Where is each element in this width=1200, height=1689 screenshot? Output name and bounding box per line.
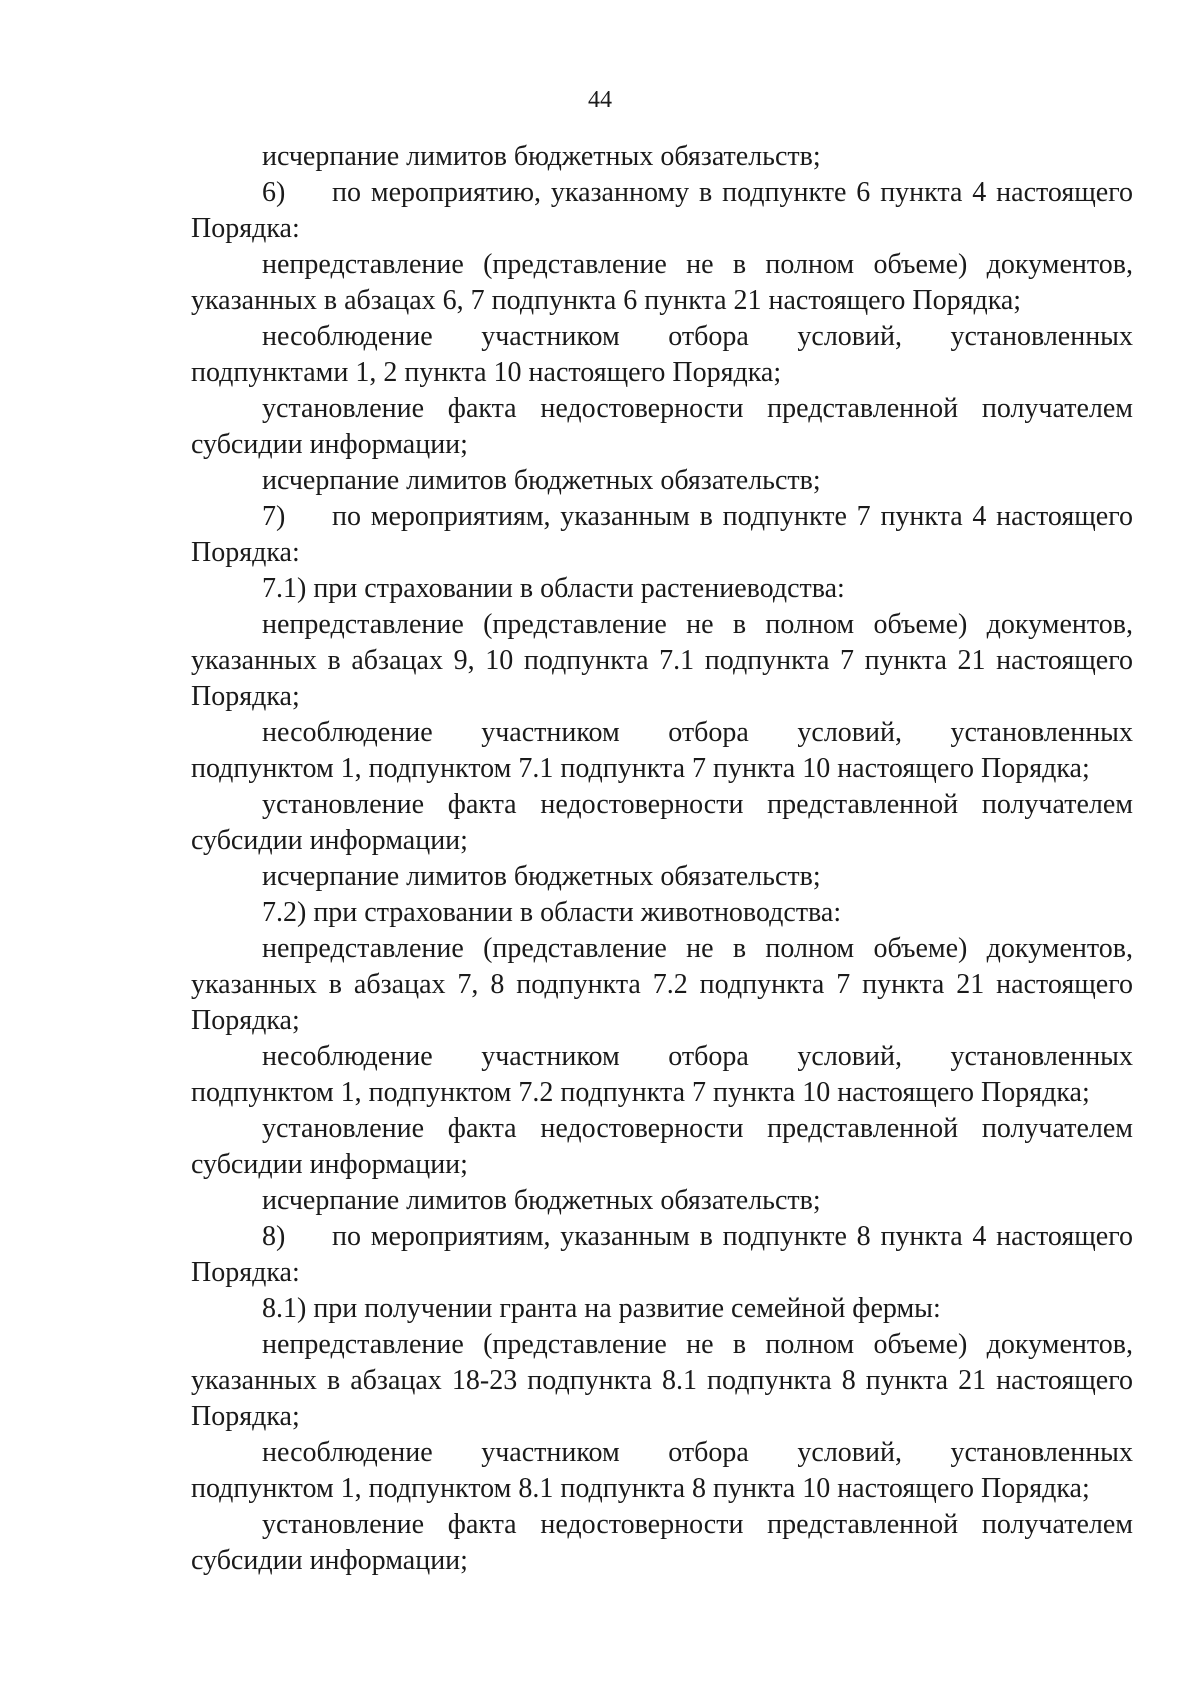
text-line: 8.1) при получении гранта на развитие семейной фермы: [262, 1293, 941, 1324]
text-line: подпунктом 1, подпунктом 7.1 подпункта 7 пункта 10 настоящего Порядка; [191, 753, 1090, 784]
text-line: установление факта недостоверности представленной получателем [262, 1113, 1133, 1144]
text-line: несоблюдение участником отбора условий, установленных [262, 1437, 1133, 1468]
text-line: указанных в абзацах 6, 7 подпункта 6 пункта 21 настоящего Порядка; [191, 285, 1022, 316]
text-line: несоблюдение участником отбора условий, установленных [262, 717, 1133, 748]
text-line: субсидии информации; [191, 429, 468, 460]
text-line: несоблюдение участником отбора условий, установленных [262, 1041, 1133, 1072]
text-line: Порядка; [191, 681, 300, 712]
text-line: непредставление (представление не в полном объеме) документов, [262, 933, 1133, 964]
item-number: 6) [262, 177, 286, 208]
text-line: исчерпание лимитов бюджетных обязательств; [262, 1185, 821, 1216]
text-line: исчерпание лимитов бюджетных обязательств; [262, 861, 821, 892]
text-line: по мероприятиям, указанным в подпункте 8 пункта 4 настоящего [332, 1221, 1133, 1252]
text-line: указанных в абзацах 7, 8 подпункта 7.2 подпункта 7 пункта 21 настоящего [191, 969, 1133, 1000]
text-line: подпунктом 1, подпунктом 8.1 подпункта 8 пункта 10 настоящего Порядка; [191, 1473, 1090, 1504]
text-line: Порядка; [191, 1005, 300, 1036]
text-line: Порядка; [191, 1401, 300, 1432]
item-number: 8) [262, 1221, 286, 1252]
text-line: установление факта недостоверности представленной получателем [262, 789, 1133, 820]
text-line: исчерпание лимитов бюджетных обязательств; [262, 465, 821, 496]
text-line: 7.2) при страховании в области животноводства: [262, 897, 842, 928]
text-line: установление факта недостоверности представленной получателем [262, 1509, 1133, 1540]
text-line: Порядка: [191, 1257, 300, 1288]
text-line: непредставление (представление не в полном объеме) документов, [262, 609, 1133, 640]
text-line: несоблюдение участником отбора условий, установленных [262, 321, 1133, 352]
numbered-item-7 [191, 499, 1133, 535]
numbered-item-6 [191, 175, 1133, 211]
text-line: Порядка: [191, 537, 300, 568]
text-line: Порядка: [191, 213, 300, 244]
text-line: субсидии информации; [191, 825, 468, 856]
text-line: подпунктом 1, подпунктом 7.2 подпункта 7 пункта 10 настоящего Порядка; [191, 1077, 1090, 1108]
text-line: непредставление (представление не в полном объеме) документов, [262, 1329, 1133, 1360]
text-line: указанных в абзацах 18-23 подпункта 8.1 подпункта 8 пункта 21 настоящего [191, 1365, 1133, 1396]
text-line: исчерпание лимитов бюджетных обязательств; [262, 141, 821, 172]
text-line: по мероприятию, указанному в подпункте 6 пункта 4 настоящего [332, 177, 1133, 208]
text-line: по мероприятиям, указанным в подпункте 7 пункта 4 настоящего [332, 501, 1133, 532]
text-line: установление факта недостоверности представленной получателем [262, 393, 1133, 424]
text-line: 7.1) при страховании в области растениеводства: [262, 573, 845, 604]
text-line: непредставление (представление не в полном объеме) документов, [262, 249, 1133, 280]
item-number: 7) [262, 501, 286, 532]
text-line: субсидии информации; [191, 1149, 468, 1180]
text-line: субсидии информации; [191, 1545, 468, 1576]
document-body [191, 139, 1133, 1579]
page-number: 44 [588, 87, 612, 113]
text-line: указанных в абзацах 9, 10 подпункта 7.1 подпункта 7 пункта 21 настоящего [191, 645, 1133, 676]
text-line: подпунктами 1, 2 пункта 10 настоящего Порядка; [191, 357, 782, 388]
numbered-item-8 [191, 1219, 1133, 1255]
